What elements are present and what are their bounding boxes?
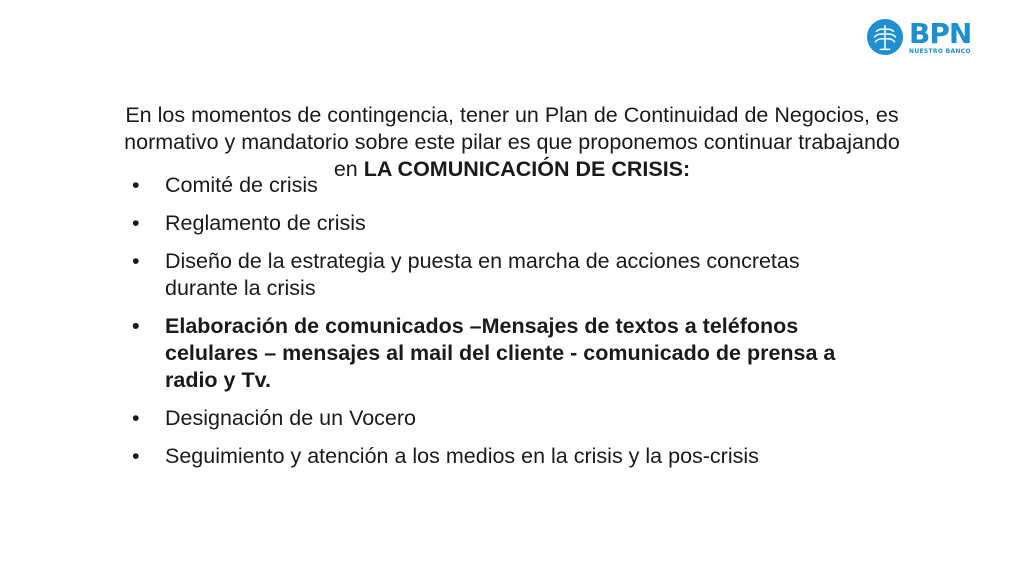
bullet-dot: • <box>132 406 140 430</box>
intro-text: En los momentos de contingencia, tener un Plan de Continuidad de Negocios, es normativo y mandatorio sobre este pilar es que proponemos continuar trabajando en <box>124 102 900 181</box>
bullet-item <box>132 248 872 302</box>
bullet-text: Diseño de la estrategia y puesta en marcha de acciones concretas durante la crisis <box>165 249 800 300</box>
bullet-text: Seguimiento y atención a los medios en la crisis y la pos-crisis <box>165 444 759 468</box>
bullet-dot: • <box>132 173 140 197</box>
bullet-dot: • <box>132 314 140 338</box>
araucaria-tree-emblem-icon <box>866 18 904 56</box>
bullet-item <box>132 313 872 394</box>
bpn-logo <box>866 18 971 56</box>
bullet-dot: • <box>132 444 140 468</box>
bullet-dot: • <box>132 249 140 273</box>
bullet-text: Reglamento de crisis <box>165 211 366 235</box>
intro-paragraph <box>110 102 914 183</box>
bullet-list <box>132 172 872 481</box>
bullet-item <box>132 172 872 199</box>
bullet-text: Designación de un Vocero <box>165 406 417 430</box>
logo-name: BPN <box>909 16 972 50</box>
intro-emphasis: LA COMUNICACIÓN DE CRISIS: <box>363 156 691 181</box>
logo-text <box>909 16 972 55</box>
bullet-text: Comité de crisis <box>165 173 318 197</box>
bullet-item <box>132 405 872 432</box>
bullet-text: Elaboración de comunicados –Mensajes de textos a teléfonos celulares – mensajes al mail del cliente - comunicado de prensa a radio y Tv. <box>165 314 836 392</box>
bullet-item <box>132 210 872 237</box>
bullet-item <box>132 443 872 470</box>
logo-tagline: NUESTRO BANCO <box>909 47 971 55</box>
bullet-dot: • <box>132 211 140 235</box>
